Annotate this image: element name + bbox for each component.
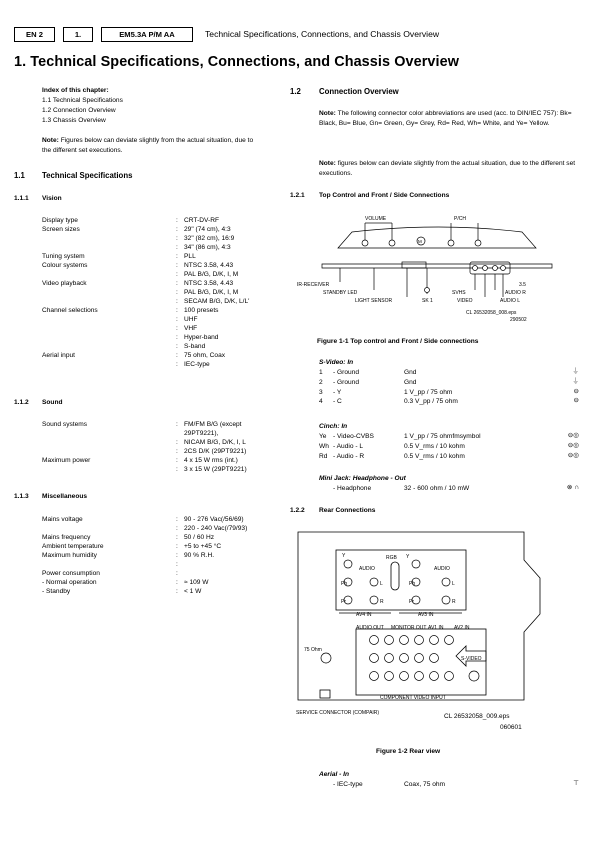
- spec-label: Sound systems: [42, 421, 88, 428]
- spec-colon: :: [176, 298, 178, 305]
- svg-text:RGB: RGB: [386, 555, 397, 561]
- cinch-title: Cinch: In: [319, 423, 348, 430]
- aerial-name: - IEC-type: [333, 781, 363, 788]
- svg-text:Pb: Pb: [409, 581, 416, 587]
- fig1-menu-label: M: [418, 239, 422, 244]
- pin-value: 0.5 V_rms / 10 kohm: [404, 442, 465, 450]
- vision-spec-list: [42, 217, 282, 370]
- svg-text:L: L: [452, 581, 455, 587]
- svideo-socket-icon: [469, 671, 479, 681]
- spec-row: [42, 534, 282, 543]
- fig1-ref-file: CL 26532058_008.eps: [466, 310, 517, 316]
- spec-colon: :: [176, 516, 178, 523]
- spec-colon: :: [176, 361, 178, 368]
- minijack-row: [319, 485, 579, 495]
- headphone-value: 32 - 600 ohm / 10 mW: [404, 485, 470, 492]
- spec-colon: :: [176, 280, 178, 287]
- spec-colon: :: [176, 253, 178, 260]
- spec-colon: :: [176, 316, 178, 323]
- svg-text:AV3 IN: AV3 IN: [418, 612, 434, 618]
- spec-label: Maximum power: [42, 457, 91, 464]
- fig1-volume-label: VOLUME: [365, 216, 387, 222]
- pin-number: 3: [319, 388, 323, 396]
- section-1-1-1-title: Vision: [42, 195, 62, 202]
- fig1-video-label: VIDEO: [457, 298, 473, 304]
- section-1-2-1-number: 1.2.1: [290, 192, 305, 199]
- spec-value: NTSC 3.58, 4.43: [184, 280, 234, 287]
- spec-colon: :: [176, 307, 178, 314]
- spec-colon: :: [176, 561, 178, 568]
- pin-row: [319, 433, 579, 443]
- figure-rear-view: [296, 530, 582, 740]
- spec-row: [42, 280, 282, 289]
- cinch-pin-list: [319, 433, 579, 462]
- pin-value: 1 V_pp / 75 ohm: [404, 388, 453, 396]
- section-1-2-2-title: Rear Connections: [319, 507, 376, 514]
- spec-value: 75 ohm, Coax: [184, 352, 226, 359]
- svg-text:R: R: [452, 599, 456, 605]
- pin-name: - Audio - L: [333, 442, 364, 450]
- misc-spec-list: [42, 516, 282, 597]
- spec-colon: :: [176, 343, 178, 350]
- svideo-pin-list: [319, 369, 579, 408]
- spec-row: [42, 457, 282, 466]
- aerial-socket-icon: [321, 653, 331, 663]
- spec-label: Screen sizes: [42, 226, 80, 233]
- spec-row: [42, 588, 282, 597]
- spec-value: PLL: [184, 253, 196, 260]
- figure-1-2-caption: Figure 1-2 Rear view: [376, 748, 441, 755]
- figure-top-front-side: [290, 210, 580, 330]
- spec-value: PAL B/G, D/K, I, M: [184, 271, 239, 278]
- spec-value: ≈ 109 W: [184, 579, 209, 586]
- spec-row: [42, 516, 282, 525]
- svideo-title: S-Video: In: [319, 359, 354, 366]
- section-1-2-1-title: Top Control and Front / Side Connections: [319, 192, 450, 199]
- spec-label: Video playback: [42, 280, 87, 287]
- spec-colon: :: [176, 579, 178, 586]
- header-title: Technical Specifications, Connections, and Chassis Overview: [205, 29, 440, 39]
- spec-colon: :: [176, 457, 178, 464]
- aerial-value: Coax, 75 ohm: [404, 781, 446, 788]
- pin-value: 0.3 V_pp / 75 ohm: [404, 398, 458, 406]
- spec-value: Hyper-band: [184, 334, 219, 341]
- spec-row: [42, 307, 282, 316]
- spec-label: Colour systems: [42, 262, 88, 269]
- connector-icon: ⊖◎: [567, 451, 579, 459]
- pin-number: 2: [319, 378, 323, 386]
- note-right-deviation: Note: figures below can deviate slightly from the actual situation, due to the different set executions.: [319, 160, 576, 178]
- note-right-colors: Note: The following connector color abbreviations are used (acc. to DIN/IEC 757): Bk= Black, Bu= Blue, Gn= Green, Gy= Grey, Rd= Red, Wh= White, and Ye= Yellow.: [319, 110, 572, 128]
- spec-colon: :: [176, 262, 178, 269]
- spec-colon: :: [176, 466, 178, 473]
- header-chapter-code: EN 2: [14, 27, 55, 42]
- volume-minus-button: [362, 240, 368, 246]
- spec-value: 32" (82 cm), 16:9: [184, 235, 235, 242]
- section-1-1-number: 1.1: [14, 171, 25, 180]
- spec-value: 220 - 240 Vac(/79/93): [184, 525, 248, 532]
- spec-row: [42, 430, 282, 439]
- chapter-title: 1. Technical Specifications, Connections, and Chassis Overview: [14, 54, 459, 70]
- pin-number: 1: [319, 369, 323, 376]
- index-item-3: 1.3 Chassis Overview: [42, 117, 106, 124]
- svg-text:Pr: Pr: [341, 599, 346, 605]
- pin-row: [319, 453, 579, 463]
- spec-value: 29" (74 cm), 4:3: [184, 226, 231, 233]
- minijack-title: Mini Jack: Headphone - Out: [319, 475, 406, 482]
- channel-plus-button: [475, 240, 481, 246]
- section-1-1-2-number: 1.1.2: [14, 399, 29, 406]
- spec-row: [42, 525, 282, 534]
- spec-colon: :: [176, 534, 178, 541]
- connector-icon: ⊖◎: [567, 432, 579, 439]
- svg-text:COMPONENT VIDEO INPUT: COMPONENT VIDEO INPUT: [380, 695, 446, 701]
- pin-number: 4: [319, 398, 323, 406]
- fig2-ref-date: 060601: [500, 724, 522, 731]
- svg-text:AV2 IN: AV2 IN: [454, 625, 470, 631]
- spec-value: SECAM B/G, D/K, L/L': [184, 298, 250, 305]
- spec-row: [42, 244, 282, 253]
- section-1-2-title: Connection Overview: [319, 87, 399, 96]
- spec-colon: :: [176, 217, 178, 224]
- spec-value: 29PT9221),: [184, 430, 219, 437]
- pin-row: [319, 389, 579, 399]
- pin-name: - Video-CVBS: [333, 433, 374, 440]
- fig1-jack-label: 3.5: [519, 282, 526, 288]
- svg-text:L: L: [380, 581, 383, 587]
- spec-label: Aerial input: [42, 352, 75, 359]
- pin-row: [319, 443, 579, 453]
- spec-colon: :: [176, 588, 178, 595]
- spec-label: - Standby: [42, 588, 71, 595]
- index-item-2: 1.2 Connection Overview: [42, 107, 116, 114]
- pin-row: [319, 369, 579, 379]
- spec-colon: :: [176, 352, 178, 359]
- spec-row: [42, 466, 282, 475]
- spec-label: Maximum humidity: [42, 552, 97, 559]
- spec-colon: :: [176, 552, 178, 559]
- pin-number: Ye: [319, 433, 327, 440]
- spec-label: Tuning system: [42, 253, 85, 260]
- spec-value: +5 to +45 °C: [184, 543, 222, 550]
- fig2-ref-file: CL 26532058_009.eps: [444, 713, 510, 720]
- section-1-1-1-number: 1.1.1: [14, 195, 29, 202]
- spec-row: [42, 343, 282, 352]
- svg-text:Y: Y: [406, 554, 410, 560]
- spec-colon: :: [176, 421, 178, 428]
- spec-value: FM/FM B/G (except: [184, 421, 242, 428]
- spec-label: Mains voltage: [42, 516, 83, 523]
- section-1-1-3-number: 1.1.3: [14, 493, 29, 500]
- spec-label: Power consumption: [42, 570, 100, 577]
- spec-row: [42, 448, 282, 457]
- spec-value: 2CS D/K (29PT9221): [184, 448, 247, 455]
- fig1-audio-r-label: AUDIO R: [505, 290, 526, 296]
- note-left: Note: Figures below can deviate slightly from the actual situation, due to the different set executions.: [42, 137, 254, 155]
- svg-text:AUDIO OUT: AUDIO OUT: [356, 625, 384, 631]
- pin-number: Rd: [319, 452, 328, 460]
- volume-plus-button: [389, 240, 395, 246]
- spec-row: [42, 298, 282, 307]
- index-heading: Index of this chapter:: [42, 87, 109, 94]
- pin-value: 0.5 V_rms / 10 kohm: [404, 452, 465, 460]
- svg-text:AV4 IN: AV4 IN: [356, 612, 372, 618]
- pin-value: Gnd: [404, 369, 417, 376]
- svg-text:75 Ohm: 75 Ohm: [304, 647, 322, 653]
- spec-value: 34" (86 cm), 4:3: [184, 244, 231, 251]
- fig1-svhs-label: SVHS: [452, 290, 466, 296]
- spec-row: [42, 361, 282, 370]
- spec-row: [42, 561, 282, 570]
- spec-colon: :: [176, 334, 178, 341]
- spec-row: [42, 316, 282, 325]
- spec-row: [42, 439, 282, 448]
- fig1-ir-label: IR-RECEIVER: [297, 282, 330, 288]
- spec-colon: :: [176, 525, 178, 532]
- fig1-sk1-label: SK 1: [422, 298, 433, 304]
- spec-row: [42, 262, 282, 271]
- spec-value: 50 / 60 Hz: [184, 534, 215, 541]
- fig1-light-label: LIGHT SENSOR: [355, 298, 393, 304]
- power-icon: [425, 288, 430, 293]
- spec-value: PAL B/G, D/K, I, M: [184, 289, 239, 296]
- section-1-2-number: 1.2: [290, 87, 301, 96]
- spec-row: [42, 226, 282, 235]
- spec-colon: :: [176, 226, 178, 233]
- spec-value: NICAM B/G, D/K, I, L: [184, 439, 246, 446]
- headphone-name: - Headphone: [333, 485, 372, 492]
- aerial-title: Aerial - In: [319, 771, 350, 778]
- spec-row: [42, 421, 282, 430]
- pin-row: [319, 398, 579, 408]
- spec-value: 90 % R.H.: [184, 552, 215, 559]
- spec-colon: :: [176, 325, 178, 332]
- figure-1-1-caption: Figure 1-1 Top control and Front / Side connections: [317, 338, 479, 345]
- svg-text:Pb: Pb: [341, 581, 348, 587]
- svg-text:Pr: Pr: [409, 599, 414, 605]
- section-1-1-2-title: Sound: [42, 399, 63, 406]
- spec-row: [42, 289, 282, 298]
- connector-icon: ⏚: [572, 368, 579, 375]
- spec-label: Display type: [42, 217, 78, 224]
- svg-text:S-VIDEO: S-VIDEO: [461, 656, 482, 662]
- svg-text:MONITOR OUT: MONITOR OUT: [391, 625, 427, 631]
- fig1-audio-l-label: AUDIO L: [500, 298, 521, 304]
- spec-label: Mains frequency: [42, 534, 91, 541]
- spec-value: 90 - 276 Vac(/56/69): [184, 516, 244, 523]
- spec-value: UHF: [184, 316, 198, 323]
- aerial-icon: ⊤: [573, 780, 579, 787]
- pin-name: - Audio - R: [333, 452, 365, 460]
- pin-name: - Y: [333, 388, 342, 396]
- spec-row: [42, 334, 282, 343]
- header-model: EM5.3A P/M AA: [101, 27, 193, 42]
- channel-minus-button: [448, 240, 454, 246]
- spec-colon: :: [176, 289, 178, 296]
- fig1-ref-date: 290502: [510, 317, 527, 323]
- sound-spec-list: [42, 421, 282, 475]
- header-chapter-number: 1.: [63, 27, 93, 42]
- spec-colon: :: [176, 244, 178, 251]
- spec-colon: :: [176, 235, 178, 242]
- pin-row: [319, 379, 579, 389]
- connector-icon: ⊖: [573, 387, 579, 395]
- spec-value: S-band: [184, 343, 206, 350]
- connector-icon: ⊖: [573, 397, 579, 405]
- section-1-1-title: Technical Specifications: [42, 171, 133, 180]
- pin-name: - Ground: [333, 369, 360, 376]
- spec-colon: :: [176, 570, 178, 577]
- spec-row: [42, 235, 282, 244]
- connector-icon: ⊖◎: [567, 441, 579, 449]
- spec-value: VHF: [184, 325, 198, 332]
- spec-value: IEC-type: [184, 361, 210, 368]
- pin-name: - C: [333, 398, 342, 406]
- spec-value: 100 presets: [184, 307, 219, 314]
- spec-label: - Normal operation: [42, 579, 97, 586]
- spec-row: [42, 325, 282, 334]
- section-1-2-2-number: 1.2.2: [290, 507, 305, 514]
- svg-text:AUDIO: AUDIO: [359, 566, 375, 572]
- svg-text:AV1 IN: AV1 IN: [428, 625, 444, 631]
- pin-value: Gnd: [404, 378, 417, 386]
- spec-label: Ambient temperature: [42, 543, 104, 550]
- spec-colon: :: [176, 543, 178, 550]
- connector-icon: ⏚: [572, 377, 579, 385]
- fig1-standby-label: STANDBY LED: [323, 290, 358, 296]
- spec-value: CRT-DV-RF: [184, 217, 220, 224]
- spec-row: [42, 570, 282, 579]
- fig1-pch-label: P/CH: [454, 216, 466, 222]
- spec-row: [42, 253, 282, 262]
- spec-colon: :: [176, 271, 178, 278]
- spec-row: [42, 552, 282, 561]
- aerial-row: [319, 781, 579, 791]
- svg-text:R: R: [380, 599, 384, 605]
- spec-value: 4 x 15 W rms (int.): [184, 457, 238, 464]
- headphone-icon: ⊗ ∩: [566, 484, 579, 491]
- spec-value: NTSC 3.58, 4.43: [184, 262, 234, 269]
- index-item-1: 1.1 Technical Specifications: [42, 97, 123, 104]
- section-1-1-3-title: Miscellaneous: [42, 493, 88, 500]
- spec-colon: :: [176, 439, 178, 446]
- pin-number: Wh: [319, 442, 329, 450]
- spec-row: [42, 352, 282, 361]
- pin-name: - Ground: [333, 378, 360, 386]
- spec-value: 3 x 15 W (29PT9221): [184, 466, 247, 473]
- svg-text:SERVICE CONNECTOR (COMPAIR): SERVICE CONNECTOR (COMPAIR): [296, 710, 380, 716]
- spec-row: [42, 217, 282, 226]
- spec-label: Channel selections: [42, 307, 98, 314]
- svg-text:AUDIO: AUDIO: [434, 566, 450, 572]
- svg-text:Y: Y: [342, 553, 346, 559]
- spec-row: [42, 271, 282, 280]
- spec-colon: :: [176, 448, 178, 455]
- spec-value: < 1 W: [184, 588, 202, 595]
- pin-value: 1 V_pp / 75 ohmfmsymbol: [404, 433, 481, 440]
- spec-row: [42, 543, 282, 552]
- spec-row: [42, 579, 282, 588]
